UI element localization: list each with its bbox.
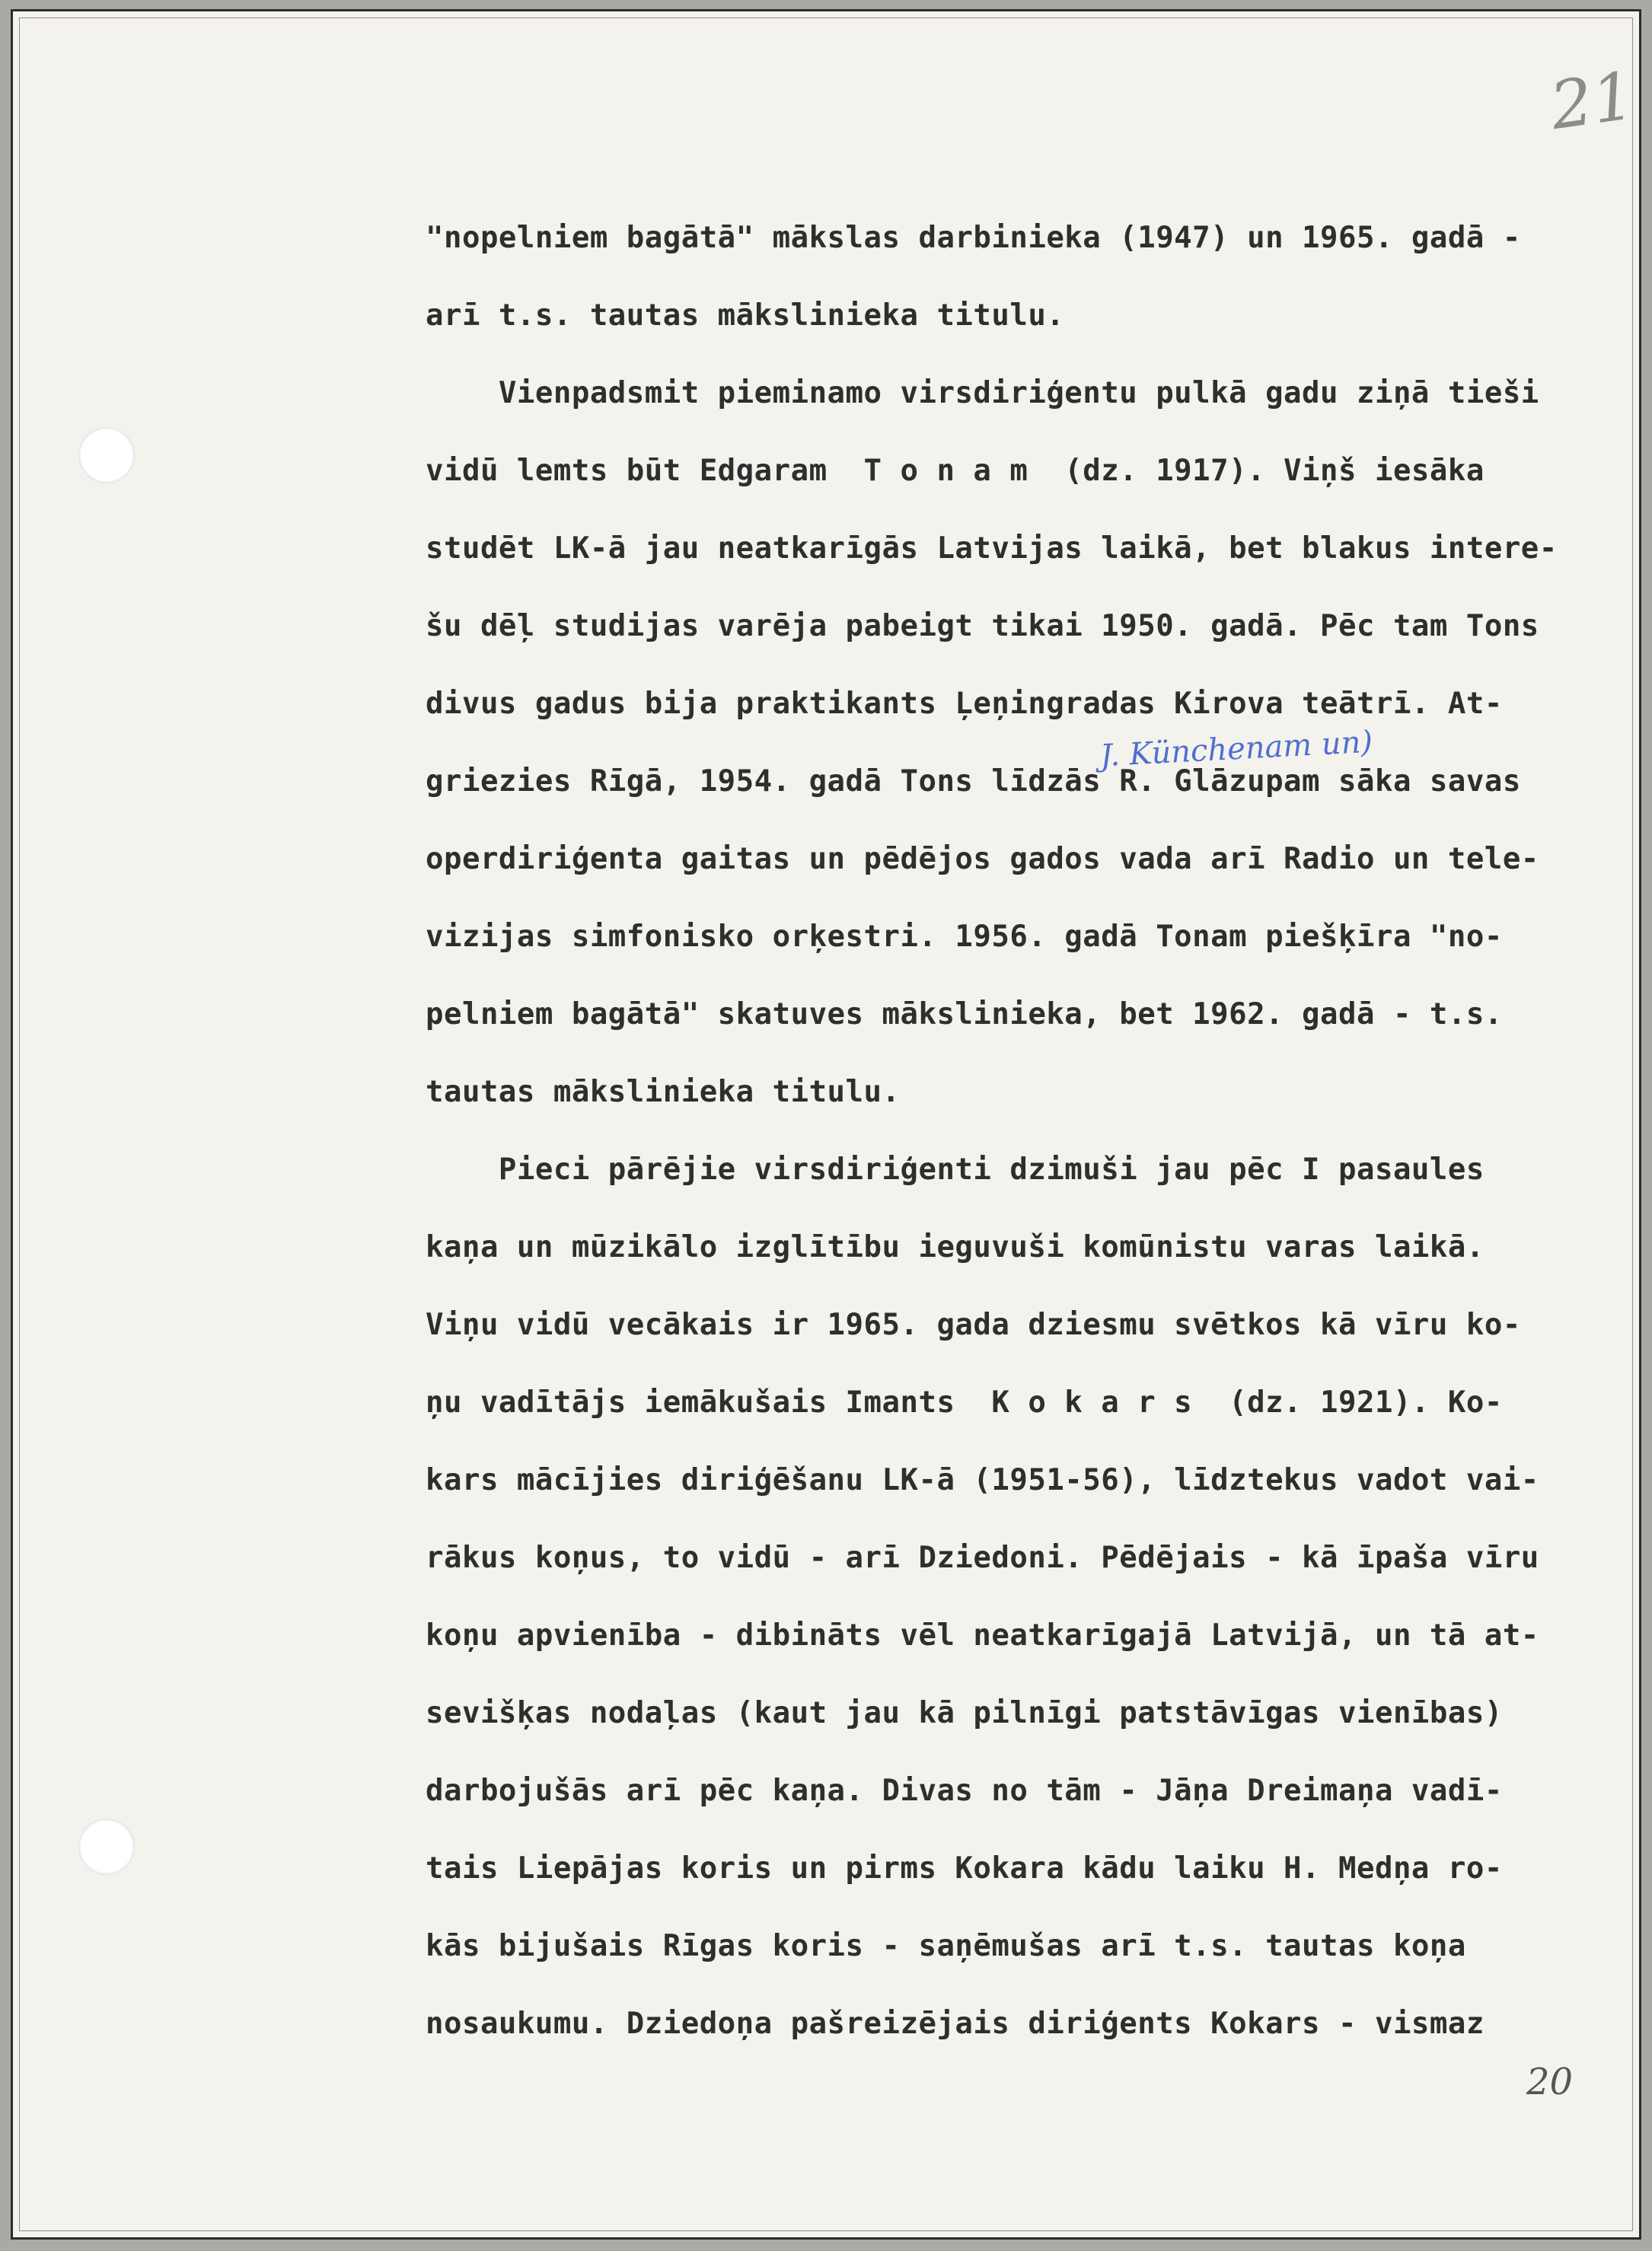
text-line: vizijas simfonisko orķestri. 1956. gadā Tonam piešķīra "no- <box>426 920 1503 954</box>
text-line: studēt LK-ā jau neatkarīgās Latvijas laikā, bet blakus intere- <box>426 531 1558 566</box>
page-number-handwritten-top: 21 <box>1545 57 1639 145</box>
document-page <box>11 9 1641 2240</box>
text-line: darbojušās arī pēc kaņa. Divas no tām - Jāņa Dreimaņa vadī- <box>426 1774 1503 1808</box>
text-line: arī t.s. tautas mākslinieka titulu. <box>426 298 1065 333</box>
text-line: ņu vadītājs iemākušais Imants K o k a r s (dz. 1921). Ko- <box>426 1385 1503 1420</box>
text-line: operdiriģenta gaitas un pēdējos gados vada arī Radio un tele- <box>426 842 1539 876</box>
text-line: Pieci pārējie virsdiriģenti dzimuši jau pēc I pasaules <box>426 1153 1485 1187</box>
text-line: "nopelniem bagātā" mākslas darbinieka (1947) un 1965. gadā - <box>426 221 1521 255</box>
text-line: griezies Rīgā, 1954. gadā Tons līdzās R. Glāzupam sāka savas <box>426 764 1521 799</box>
text-line: tautas mākslinieka titulu. <box>426 1075 901 1109</box>
text-line: kaņa un mūzikālo izglītību ieguvuši komūnistu varas laikā. <box>426 1230 1485 1264</box>
text-line: sevišķas nodaļas (kaut jau kā pilnīgi patstāvīgas vienības) <box>426 1696 1503 1730</box>
text-line: Vienpadsmit pieminamo virsdiriģentu pulkā gadu ziņā tieši <box>426 376 1539 410</box>
text-line: tais Liepājas koris un pirms Kokara kādu laiku H. Medņa ro- <box>426 1851 1503 1886</box>
text-line: vidū lemts būt Edgaram T o n a m (dz. 1917). Viņš iesāka <box>426 454 1485 488</box>
text-line: koņu apvienība - dibināts vēl neatkarīgajā Latvijā, un tā at- <box>426 1618 1539 1653</box>
text-line: divus gadus bija praktikants Ļeņingradas Kirova teātrī. At- <box>426 687 1503 721</box>
punch-hole-top <box>78 427 135 483</box>
text-line: rākus koņus, to vidū - arī Dziedoni. Pēdējais - kā īpaša vīru <box>426 1541 1539 1575</box>
text-line: šu dēļ studijas varēja pabeigt tikai 1950. gadā. Pēc tam Tons <box>426 609 1539 643</box>
page-number-handwritten-bottom: 20 <box>1526 2061 1574 2103</box>
text-line: kars mācījies diriģēšanu LK-ā (1951-56), līdztekus vadot vai- <box>426 1463 1539 1497</box>
text-line: pelniem bagātā" skatuves mākslinieka, bet 1962. gadā - t.s. <box>426 997 1503 1031</box>
punch-hole-bottom <box>78 1819 135 1875</box>
text-line: kās bijušais Rīgas koris - saņēmušas arī t.s. tautas koņa <box>426 1929 1466 1963</box>
handwritten-insertion-note: J. Künchenam un) <box>1099 724 1374 774</box>
text-line: Viņu vidū vecākais ir 1965. gada dziesmu svētkos kā vīru ko- <box>426 1308 1521 1342</box>
text-line: nosaukumu. Dziedoņa pašreizējais diriģents Kokars - vismaz <box>426 2007 1485 2041</box>
page-border <box>19 18 1633 2231</box>
